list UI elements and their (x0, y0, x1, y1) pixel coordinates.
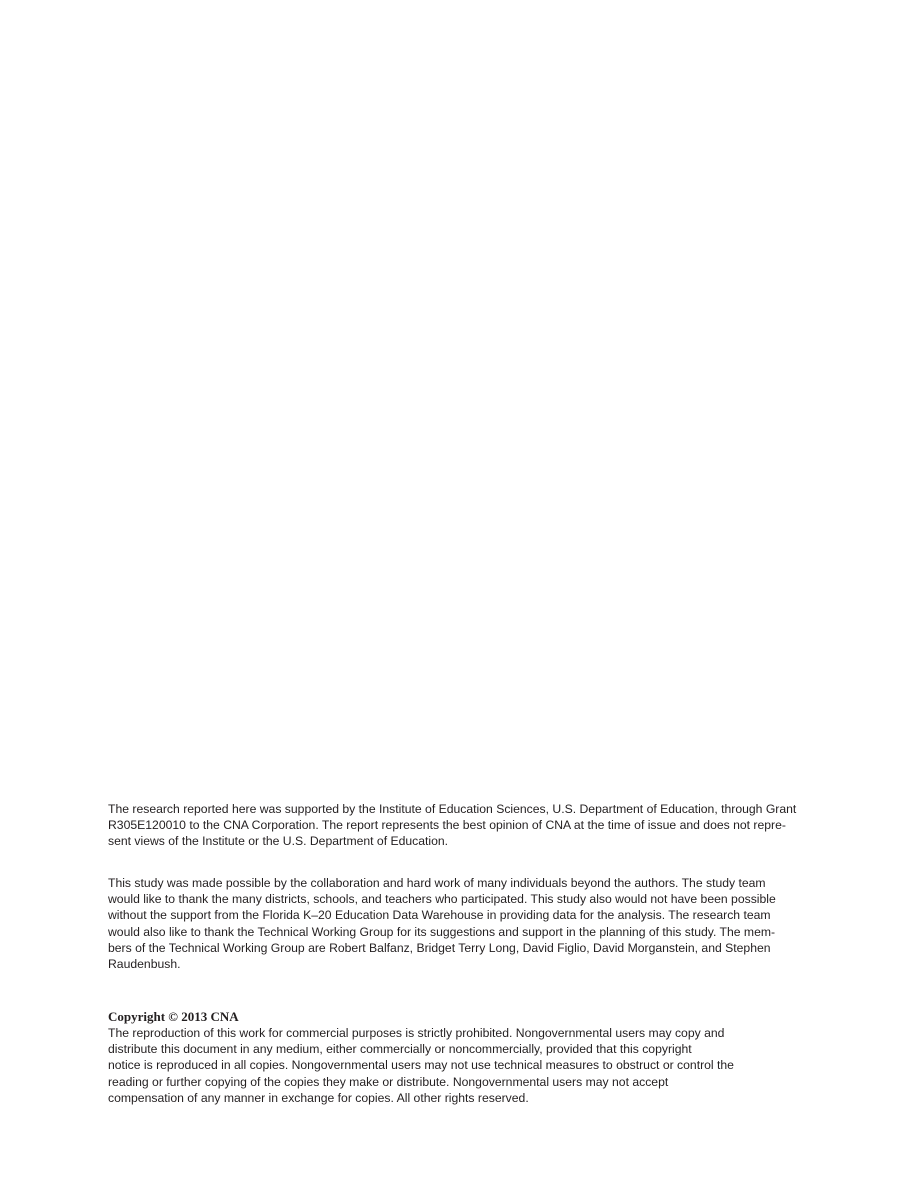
acknowledgments-paragraph (108, 875, 828, 972)
acknowledgments-line: would also like to thank the Technical Working Group for its suggestions and support in the planning of this study. The mem- (108, 924, 776, 939)
copyright-line: compensation of any manner in exchange for copies. All other rights reserved. (108, 1090, 529, 1105)
copyright-line: reading or further copying of the copies they make or distribute. Nongovernmental users may not accept (108, 1074, 669, 1089)
acknowledgments-line: Raudenbush. (108, 957, 181, 972)
funding-statement (108, 801, 828, 850)
acknowledgments-line: without the support from the Florida K–20 Education Data Warehouse in providing data for the analysis. The research team (108, 908, 771, 923)
copyright-title: Copyright © 2013 CNA (108, 1009, 239, 1024)
copyright-line: notice is reproduced in all copies. Nongovernmental users may not use technical measures to obstruct or control the (108, 1058, 734, 1073)
acknowledgments-line: bers of the Technical Working Group are Robert Balfanz, Bridget Terry Long, David Figlio, David Morganstein, and Stephen (108, 940, 771, 955)
funding-line: R305E120010 to the CNA Corporation. The report represents the best opinion of CNA at the time of issue and does not repre- (108, 818, 786, 833)
acknowledgments-line: This study was made possible by the collaboration and hard work of many individuals beyond the authors. The study team (108, 876, 766, 890)
copyright-line: distribute this document in any medium, either commercially or noncommercially, provided that this copyright (108, 1042, 692, 1057)
copyright-line: The reproduction of this work for commercial purposes is strictly prohibited. Nongovernmental users may copy and (108, 1026, 725, 1040)
funding-line: sent views of the Institute or the U.S. Department of Education. (108, 834, 449, 849)
acknowledgments-line: would like to thank the many districts, schools, and teachers who participated. This study also would not have been possible (108, 892, 776, 907)
copyright-notice (108, 1008, 828, 1106)
funding-line: The research reported here was supported by the Institute of Education Sciences, U.S. Department of Education, through Grant (108, 802, 797, 816)
